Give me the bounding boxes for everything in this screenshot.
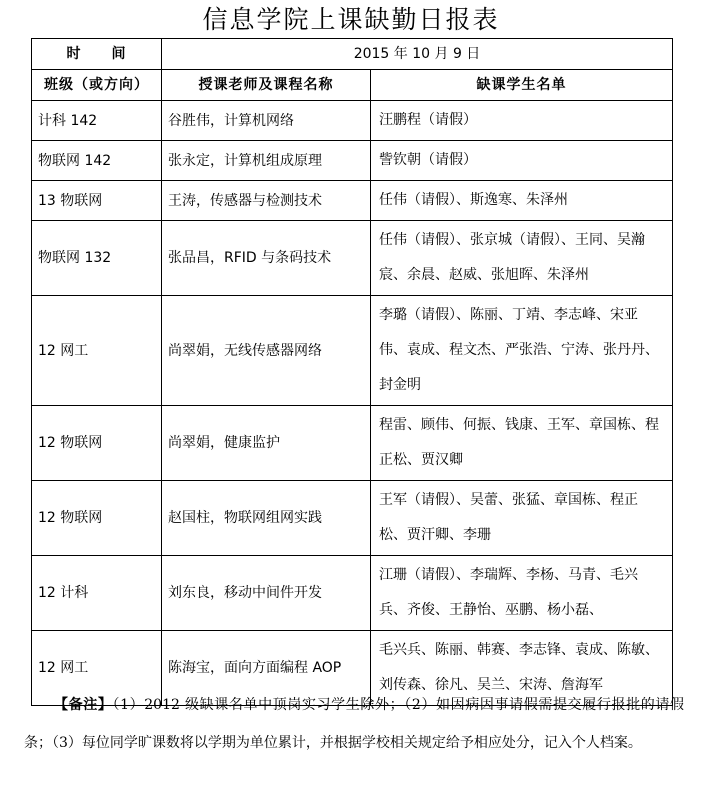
row-course-cell: 尚翠娟，健康监护	[162, 406, 371, 481]
row-course-cell: 陈海宝，面向方面编程 AOP	[162, 631, 371, 706]
table-row	[32, 221, 673, 296]
table-row	[32, 296, 673, 406]
row-course-cell: 张永定，计算机组成原理	[162, 141, 371, 181]
row-course-cell: 刘东良，移动中间件开发	[162, 556, 371, 631]
row-absent-cell: 訾钦朝（请假）	[371, 141, 673, 181]
table-row	[32, 141, 673, 181]
row-course-cell: 王涛，传感器与检测技术	[162, 181, 371, 221]
row-class-cell: 12 计科	[32, 556, 162, 631]
row-absent-cell: 王军（请假）、吴蕾、张猛、章国栋、程正松、贾汗卿、李珊	[371, 481, 673, 556]
column-header-row	[32, 70, 673, 101]
row-class-cell: 计科 142	[32, 101, 162, 141]
row-course-cell: 尚翠娟，无线传感器网络	[162, 296, 371, 406]
row-absent-cell: 程雷、顾伟、何振、钱康、王军、章国栋、程正松、贾汉卿	[371, 406, 673, 481]
row-class-cell: 12 网工	[32, 296, 162, 406]
row-absent-cell: 江珊（请假）、李瑞辉、李杨、马青、毛兴兵、齐俊、王静怡、巫鹏、杨小磊、	[371, 556, 673, 631]
page-title: 信息学院上课缺勤日报表	[202, 5, 500, 34]
report-date: 2015 年 10 月 9 日	[162, 39, 673, 70]
row-course-cell: 张品昌，RFID 与条码技术	[162, 221, 371, 296]
absence-report-table	[31, 38, 673, 706]
time-label: 时 间	[32, 39, 162, 70]
table-row	[32, 556, 673, 631]
column-header-class: 班级（或方向）	[32, 70, 162, 101]
row-class-cell: 物联网 132	[32, 221, 162, 296]
row-class-cell: 12 网工	[32, 631, 162, 706]
row-class-cell: 12 物联网	[32, 481, 162, 556]
row-absent-cell: 任伟（请假）、斯逸寒、朱泽州	[371, 181, 673, 221]
row-course-cell: 赵国柱，物联网组网实践	[162, 481, 371, 556]
table-row	[32, 481, 673, 556]
column-header-course: 授课老师及课程名称	[162, 70, 371, 101]
row-class-cell: 12 物联网	[32, 406, 162, 481]
row-absent-cell: 毛兴兵、陈丽、韩赛、李志锋、袁成、陈敏、刘传森、徐凡、吴兰、宋涛、詹海军	[371, 631, 673, 706]
table-row	[32, 101, 673, 141]
remarks	[24, 686, 684, 762]
row-absent-cell: 李璐（请假）、陈丽、丁靖、李志峰、宋亚伟、袁成、程文杰、严张浩、宁涛、张丹丹、封金明	[371, 296, 673, 406]
row-absent-cell: 汪鹏程（请假）	[371, 101, 673, 141]
row-absent-cell: 任伟（请假）、张京城（请假）、王同、吴瀚宸、余晨、赵威、张旭晖、朱泽州	[371, 221, 673, 296]
table-row	[32, 406, 673, 481]
row-class-cell: 13 物联网	[32, 181, 162, 221]
column-header-absent: 缺课学生名单	[371, 70, 673, 101]
table-row	[32, 181, 673, 221]
remarks-label: 【备注】	[54, 697, 113, 713]
remarks-text: （1）2012 级缺课名单中顶岗实习学生除外；（2）如因病因事请假需提交履行报批的请假条；（3）每位同学旷课数将以学期为单位累计，并根据学校相关规定给予相应处分，记入个人档案。	[24, 697, 684, 751]
time-row	[32, 39, 673, 70]
row-course-cell: 谷胜伟，计算机网络	[162, 101, 371, 141]
row-class-cell: 物联网 142	[32, 141, 162, 181]
